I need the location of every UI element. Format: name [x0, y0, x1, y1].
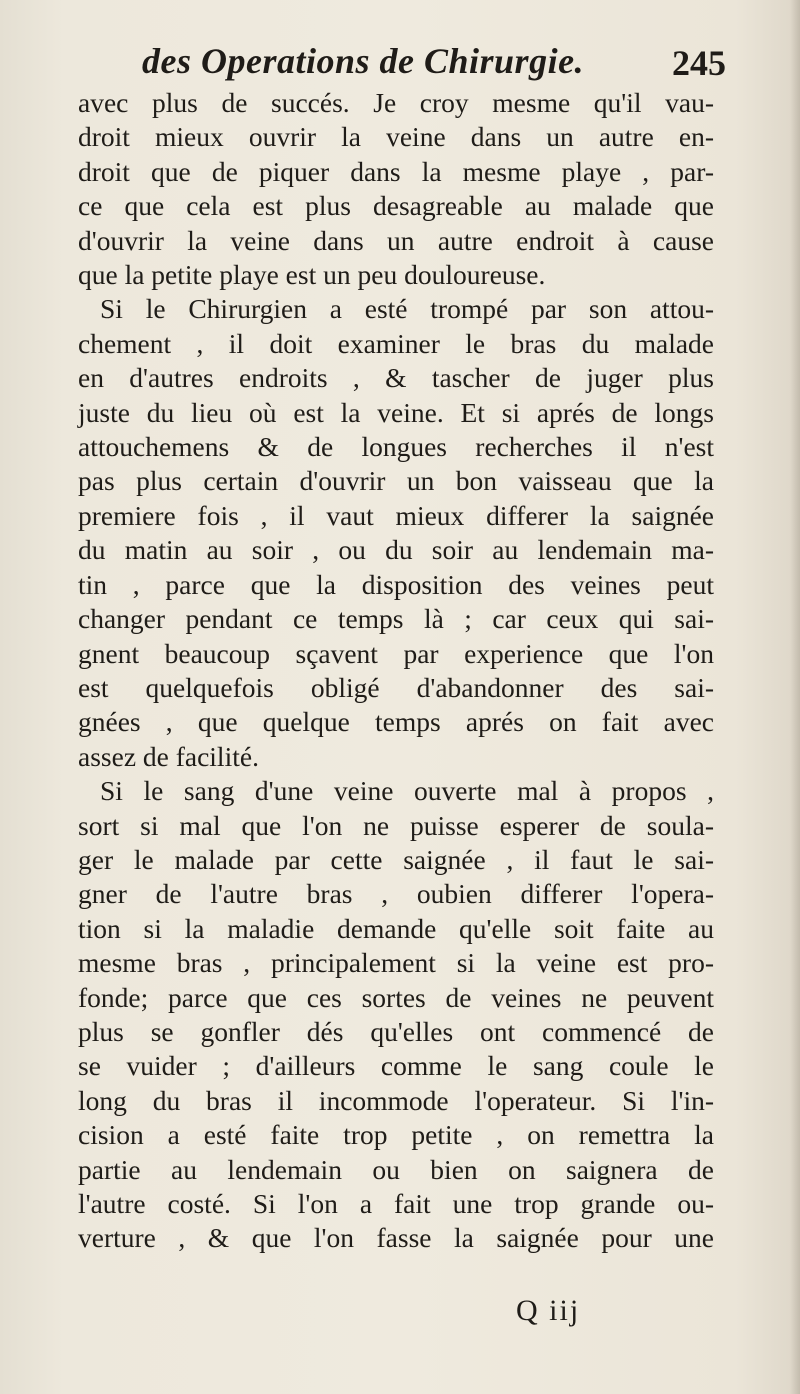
text-line: partie au lendemain ou bien on saignera de	[78, 1153, 714, 1185]
text-line: tion si la maladie demande qu'elle soit faite au	[78, 912, 714, 944]
text-line: est quelquefois obligé d'abandonner des sai-	[78, 671, 714, 703]
text-line: assez de facilité.	[78, 740, 259, 772]
text-line: ce que cela est plus desagreable au malade que	[78, 190, 714, 222]
text-line: premiere fois , il vaut mieux differer la saignée	[78, 499, 714, 531]
text-line: avec plus de succés. Je croy mesme qu'il vau-	[78, 87, 714, 118]
paragraph-start-line: Si le sang d'une veine ouverte mal à propos ,	[100, 775, 714, 807]
paragraph-start-line: Si le Chirurgien a esté trompé par son attou-	[100, 293, 714, 325]
text-line: gnées , que quelque temps aprés on fait avec	[78, 706, 714, 738]
text-line: se vuider ; d'ailleurs comme le sang coule le	[78, 1050, 714, 1082]
text-line: droit que de piquer dans la mesme playe , par-	[78, 155, 714, 187]
text-line: droit mieux ouvrir la veine dans un autre en-	[78, 121, 714, 153]
signature-mark: Q iij	[516, 1294, 581, 1327]
running-title: des Operations de Chirurgie.	[142, 41, 585, 81]
text-line: chement , il doit examiner le bras du malade	[78, 327, 714, 359]
text-line: fonde; parce que ces sortes de veines ne peuvent	[78, 981, 714, 1013]
text-line: l'autre costé. Si l'on a fait une trop grande ou-	[78, 1188, 714, 1219]
text-line: tin , parce que la disposition des veines peut	[78, 568, 714, 600]
text-line: plus se gonfler dés qu'elles ont commencé de	[78, 1015, 714, 1047]
text-line: du matin au soir , ou du soir au lendemain ma-	[78, 534, 714, 566]
text-line: changer pendant ce temps là ; car ceux qui sai-	[78, 603, 714, 635]
text-line: gnent beaucoup sçavent par experience que l'on	[78, 637, 714, 669]
text-line: pas plus certain d'ouvrir un bon vaisseau que la	[78, 465, 714, 497]
text-line: long du bras il incommode l'operateur. Si l'in-	[78, 1084, 714, 1116]
text-line: sort si mal que l'on ne puisse esperer de soula-	[78, 809, 714, 841]
text-line: verture , & que l'on fasse la saignée pour une	[78, 1222, 714, 1254]
text-line: en d'autres endroits , & tascher de juger plus	[78, 362, 714, 394]
body-text	[78, 86, 714, 1256]
text-line: mesme bras , principalement si la veine est pro-	[78, 947, 714, 979]
text-line: gner de l'autre bras , oubien differer l'opera-	[78, 878, 714, 910]
text-line: cision a esté faite trop petite , on remettra la	[78, 1119, 714, 1151]
text-line: ger le malade par cette saignée , il faut le sai-	[78, 843, 714, 875]
text-line: d'ouvrir la veine dans un autre endroit à cause	[78, 224, 714, 256]
page-number: 245	[672, 43, 726, 83]
text-line: attouchemens & de longues recherches il n'est	[78, 431, 714, 463]
text-line: que la petite playe est un peu douloureuse.	[78, 259, 546, 291]
text-line: juste du lieu où est la veine. Et si aprés de longs	[78, 396, 714, 428]
